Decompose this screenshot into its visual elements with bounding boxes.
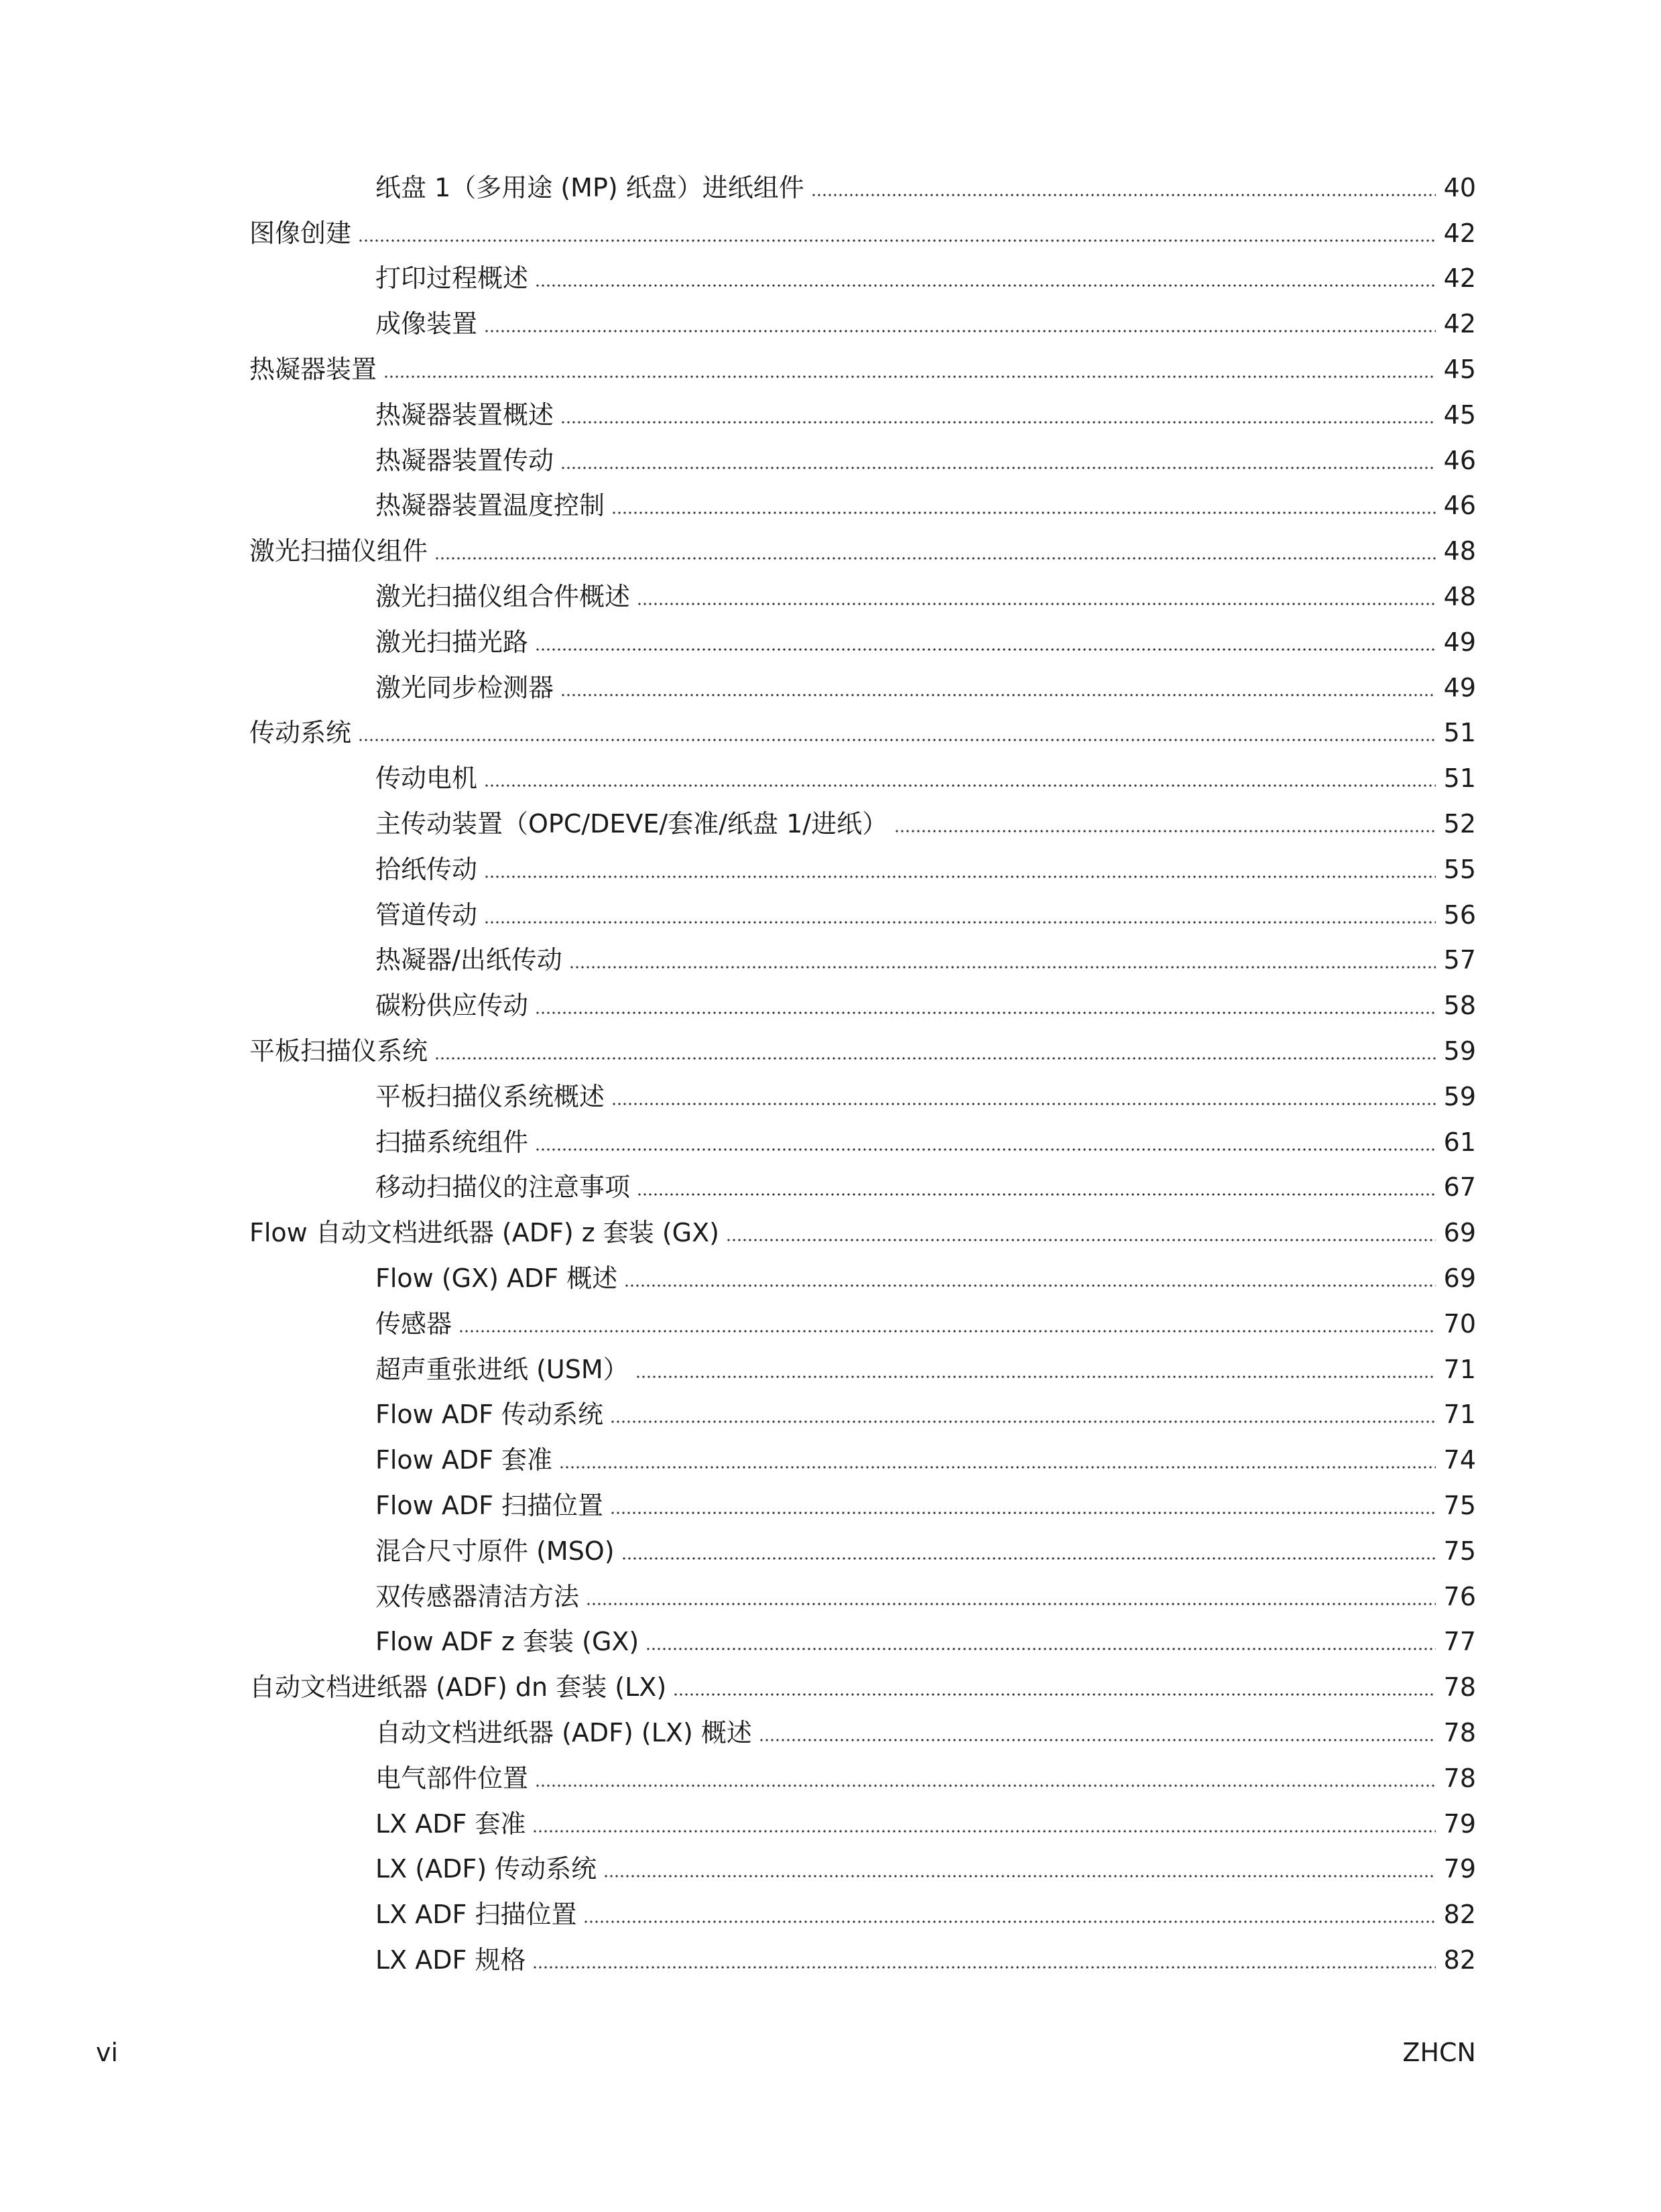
dot-leader (484, 875, 1436, 878)
toc-entry-title[interactable]: 激光扫描仪组合件概述 (375, 584, 637, 609)
dot-leader (726, 1239, 1436, 1241)
dot-leader (673, 1693, 1436, 1696)
toc-entry-page[interactable]: 76 (1443, 1581, 1476, 1611)
toc-entry-title[interactable]: 超声重张进纸 (USM） (375, 1357, 635, 1382)
toc-entry-page[interactable]: 56 (1443, 900, 1476, 930)
dot-leader (610, 1420, 1436, 1423)
toc-entry-page[interactable]: 77 (1443, 1627, 1476, 1657)
dot-leader (560, 421, 1436, 424)
page-number: vi (96, 2038, 119, 2067)
toc-entry[interactable] (0, 256, 1661, 302)
toc-entry-title[interactable]: LX ADF 规格 (375, 1947, 532, 1973)
dot-leader (484, 330, 1436, 332)
toc-entry-title[interactable]: 成像装置 (375, 311, 484, 336)
toc-entry-page[interactable]: 61 (1443, 1127, 1476, 1157)
dot-leader (637, 603, 1436, 605)
toc-entry[interactable] (0, 574, 1661, 619)
dot-leader (569, 966, 1436, 969)
toc-entry-title[interactable]: 激光同步检测器 (375, 675, 560, 700)
toc-entry-title[interactable]: 管道传动 (375, 902, 484, 928)
toc-entry[interactable] (0, 801, 1661, 847)
toc-entry-title[interactable]: 自动文档进纸器 (ADF) (LX) 概述 (375, 1720, 759, 1745)
toc-entry[interactable] (0, 1255, 1661, 1301)
dot-leader (621, 1557, 1436, 1560)
toc-entry-title[interactable]: 热凝器装置概述 (375, 402, 560, 428)
toc-entry-page[interactable]: 82 (1443, 1900, 1476, 1930)
dot-leader (358, 739, 1436, 741)
dot-leader (583, 1920, 1435, 1923)
dot-leader (358, 239, 1436, 242)
toc-entry-page[interactable]: 69 (1443, 1218, 1476, 1248)
toc-entry-page[interactable]: 42 (1443, 218, 1476, 248)
toc-entry-page[interactable]: 75 (1443, 1491, 1476, 1520)
toc-entry[interactable] (0, 1801, 1661, 1847)
toc-entry-page[interactable]: 57 (1443, 945, 1476, 975)
toc-entry[interactable] (0, 392, 1661, 438)
toc-entry[interactable] (0, 1483, 1661, 1528)
toc-entry[interactable] (0, 1437, 1661, 1483)
toc-entry[interactable] (0, 892, 1661, 938)
toc-entry[interactable] (0, 983, 1661, 1028)
toc-entry-page[interactable]: 59 (1443, 1081, 1476, 1111)
dot-leader (559, 1466, 1436, 1469)
dot-leader (532, 1966, 1435, 1969)
dot-leader (586, 1603, 1436, 1605)
toc-entry-title[interactable]: 自动文档进纸器 (ADF) dn 套装 (LX) (249, 1674, 673, 1700)
toc-entry-page[interactable]: 48 (1443, 536, 1476, 566)
dot-leader (535, 1011, 1436, 1014)
toc-entry-title[interactable]: Flow ADF 套准 (375, 1447, 559, 1473)
toc-entry-page[interactable]: 58 (1443, 991, 1476, 1021)
toc-entry-page[interactable]: 45 (1443, 400, 1476, 430)
dot-leader (434, 1057, 1436, 1060)
toc-entry[interactable] (0, 1074, 1661, 1119)
toc-entry-title[interactable]: 热凝器装置温度控制 (375, 493, 611, 518)
toc-entry-title[interactable]: Flow (GX) ADF 概述 (375, 1266, 624, 1291)
toc-entry-page[interactable]: 48 (1443, 582, 1476, 612)
dot-leader (611, 511, 1436, 514)
dot-leader (484, 784, 1436, 787)
toc-entry-page[interactable]: 69 (1443, 1264, 1476, 1294)
toc-entry-title[interactable]: Flow 自动文档进纸器 (ADF) z 套装 (GX) (249, 1220, 726, 1245)
dot-leader (624, 1284, 1435, 1287)
dot-leader (610, 1512, 1436, 1514)
toc-entry-title[interactable]: 热凝器装置 (249, 357, 383, 382)
toc-entry-page[interactable]: 59 (1443, 1036, 1476, 1066)
toc-entry-page[interactable]: 82 (1443, 1945, 1476, 1975)
toc-entry[interactable] (0, 619, 1661, 665)
toc-entry-page[interactable]: 51 (1443, 763, 1476, 794)
toc-entry-title[interactable]: 电气部件位置 (375, 1766, 535, 1791)
toc-entry-title[interactable]: Flow ADF z 套装 (GX) (375, 1629, 645, 1654)
toc-entry-title[interactable]: 碳粉供应传动 (375, 993, 535, 1018)
toc-entry-page[interactable]: 46 (1443, 491, 1476, 521)
dot-leader (532, 1830, 1435, 1833)
toc-entry-page[interactable]: 79 (1443, 1854, 1476, 1884)
toc-entry-title[interactable]: 纸盘 1（多用途 (MP) 纸盘）进纸组件 (375, 175, 811, 200)
toc-entry[interactable] (0, 1710, 1661, 1756)
toc-entry-title[interactable]: LX ADF 套准 (375, 1811, 532, 1837)
toc-entry[interactable] (0, 1210, 1661, 1255)
dot-leader (535, 1148, 1436, 1151)
toc-entry-page[interactable]: 75 (1443, 1536, 1476, 1566)
toc-entry-title[interactable]: 传感器 (375, 1311, 458, 1337)
toc-entry[interactable] (0, 1937, 1661, 1983)
toc-entry-page[interactable]: 78 (1443, 1672, 1476, 1703)
toc-entry-page[interactable]: 51 (1443, 718, 1476, 748)
toc-entry-page[interactable]: 49 (1443, 672, 1476, 702)
toc-entry-page[interactable]: 49 (1443, 627, 1476, 657)
dot-leader (759, 1739, 1436, 1741)
toc-entry-page[interactable]: 45 (1443, 355, 1476, 385)
toc-entry-title[interactable]: 混合尺寸原件 (MSO) (375, 1538, 621, 1564)
toc-entry-title[interactable]: 主传动装置（OPC/DEVE/套准/纸盘 1/进纸） (375, 811, 894, 837)
dot-leader (811, 194, 1436, 196)
dot-leader (535, 648, 1436, 651)
toc-entry-title[interactable]: Flow ADF 扫描位置 (375, 1493, 610, 1518)
dot-leader (383, 375, 1436, 378)
locale-label: ZHCN (1402, 2038, 1476, 2067)
toc-entry-title[interactable]: 拾纸传动 (375, 857, 484, 882)
toc-entry[interactable] (0, 1892, 1661, 1937)
toc-entry[interactable] (0, 1664, 1661, 1710)
toc-entry-page[interactable]: 78 (1443, 1763, 1476, 1793)
toc-entry[interactable] (0, 1619, 1661, 1665)
dot-leader (635, 1375, 1436, 1378)
toc-entry-page[interactable]: 46 (1443, 445, 1476, 475)
toc-entry[interactable] (0, 528, 1661, 574)
toc-entry-page[interactable]: 71 (1443, 1354, 1476, 1384)
toc-entry[interactable] (0, 347, 1661, 392)
toc-entry-page[interactable]: 52 (1443, 809, 1476, 839)
toc-entry-title[interactable]: 激光扫描仪组件 (249, 538, 434, 564)
toc-entry-title[interactable]: LX (ADF) 传动系统 (375, 1856, 603, 1882)
toc-entry[interactable] (0, 755, 1661, 801)
toc-entry-title[interactable]: Flow ADF 传动系统 (375, 1402, 610, 1427)
toc-entry-title[interactable]: 传动电机 (375, 765, 484, 791)
toc-entry[interactable] (0, 165, 1661, 210)
toc-entry-title[interactable]: 热凝器/出纸传动 (375, 947, 569, 973)
toc-entry[interactable] (0, 1119, 1661, 1165)
toc-entry[interactable] (0, 1347, 1661, 1392)
dot-leader (894, 830, 1436, 833)
toc-entry-page[interactable]: 42 (1443, 309, 1476, 339)
toc-entry[interactable] (0, 483, 1661, 529)
toc-entry-title[interactable]: 热凝器装置传动 (375, 448, 560, 473)
toc-entry[interactable] (0, 1574, 1661, 1619)
toc-entry[interactable] (0, 1301, 1661, 1347)
toc-entry[interactable] (0, 1528, 1661, 1574)
toc-entry[interactable] (0, 711, 1661, 756)
dot-leader (458, 1330, 1436, 1333)
toc-entry[interactable] (0, 938, 1661, 983)
toc-entry-page[interactable]: 67 (1443, 1172, 1476, 1203)
toc-entry[interactable] (0, 1756, 1661, 1801)
toc-entry-title[interactable]: 传动系统 (249, 720, 358, 745)
toc-entry-page[interactable]: 70 (1443, 1308, 1476, 1339)
dot-leader (535, 1784, 1436, 1787)
toc-entry[interactable] (0, 301, 1661, 347)
toc-entry-title[interactable]: 移动扫描仪的注意事项 (375, 1174, 637, 1200)
toc-entry-page[interactable]: 79 (1443, 1808, 1476, 1839)
dot-leader (637, 1193, 1436, 1196)
toc-entry[interactable] (0, 1846, 1661, 1892)
toc-entry-page[interactable]: 42 (1443, 263, 1476, 294)
toc-entry-page[interactable]: 71 (1443, 1400, 1476, 1430)
toc-entry-page[interactable]: 74 (1443, 1445, 1476, 1475)
toc-entry-title[interactable]: 双传感器清洁方法 (375, 1584, 586, 1609)
toc-entry[interactable] (0, 1165, 1661, 1211)
dot-leader (434, 557, 1436, 560)
toc-entry-page[interactable]: 55 (1443, 854, 1476, 884)
dot-leader (484, 921, 1436, 924)
toc-entry-page[interactable]: 78 (1443, 1717, 1476, 1747)
dot-leader (560, 467, 1436, 469)
toc-entry-title[interactable]: 打印过程概述 (375, 265, 535, 291)
toc-entry-title[interactable]: 平板扫描仪系统 (249, 1038, 434, 1064)
table-of-contents (0, 165, 1661, 1983)
toc-entry[interactable] (0, 847, 1661, 892)
toc-entry-title[interactable]: 图像创建 (249, 221, 358, 246)
toc-entry-title[interactable]: LX ADF 扫描位置 (375, 1902, 583, 1927)
toc-entry[interactable] (0, 438, 1661, 483)
toc-entry-title[interactable]: 扫描系统组件 (375, 1129, 535, 1155)
toc-entry-title[interactable]: 激光扫描光路 (375, 629, 535, 655)
toc-entry[interactable] (0, 210, 1661, 256)
dot-leader (560, 694, 1436, 696)
dot-leader (645, 1648, 1435, 1650)
toc-entry[interactable] (0, 665, 1661, 711)
toc-entry-title[interactable]: 平板扫描仪系统概述 (375, 1084, 611, 1109)
toc-entry-page[interactable]: 40 (1443, 172, 1476, 202)
toc-entry[interactable] (0, 1392, 1661, 1438)
toc-entry[interactable] (0, 1028, 1661, 1074)
dot-leader (535, 284, 1436, 287)
dot-leader (603, 1875, 1436, 1878)
dot-leader (611, 1103, 1436, 1105)
